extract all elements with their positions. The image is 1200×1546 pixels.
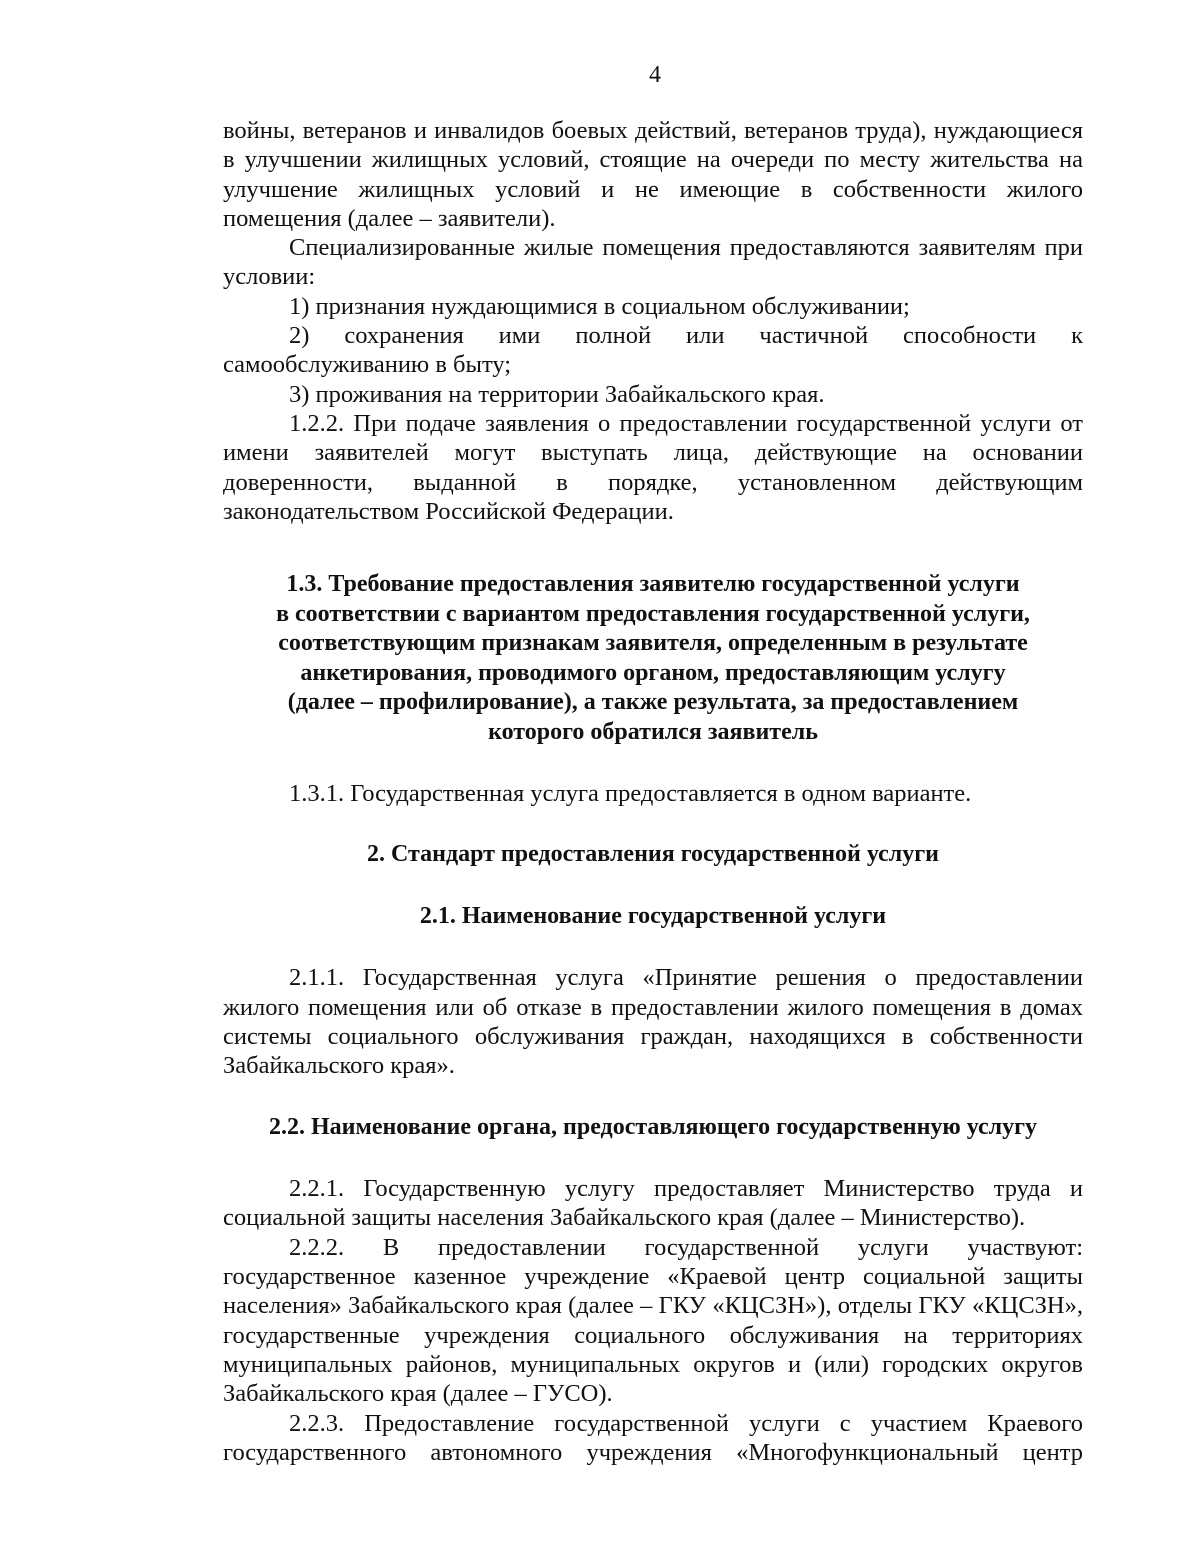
heading-line: (далее – профилирование), а также результата, за предоставлением [287,689,1019,716]
paragraph-condition-1: 1) признания нуждающимися в социальном обслуживании; [289,292,910,320]
heading-1-3 [223,570,1083,747]
paragraph-conditions-intro: Специализированные жилые помещения предоставляются заявителям при условии: [223,234,1083,291]
heading-2-2: 2.2. Наименование органа, предоставляющего государственную услугу [268,1113,1038,1140]
heading-line: 1.3. Требование предоставления заявителю государственной услуги [286,571,1020,598]
heading-line: которого обратился заявитель [488,718,818,745]
paragraph-2-1-1: 2.1.1. Государственная услуга «Принятие решения о предоставлении жилого помещения или об отказе в предоставлении жилого помещения в домах системы социального обслуживания граждан, находящихся в собственности Забайкальского края». [223,964,1083,1080]
heading-line: соответствующим признакам заявителя, определенным в результате [278,630,1028,657]
word: 2) [289,322,310,350]
heading-line: анкетирования, проводимого органом, предоставляющим услугу [300,659,1006,686]
word: или [686,322,725,350]
paragraph-condition-2-line2: самообслуживанию в быту; [223,351,512,379]
document-body [223,116,1083,1467]
page-number: 4 [649,62,661,88]
paragraph-applicants: войны, ветеранов и инвалидов боевых действий, ветеранов труда), нуждающиеся в улучшении жилищных условий, стоящие на очереди по месту жительства на улучшение жилищных условий и не имеющие в собственности жилого помещения (далее – заявители). [223,117,1083,232]
word: способности [903,322,1037,350]
word: к [1071,322,1083,350]
paragraph-2-2-2: 2.2.2. В предоставлении государственной услуги участвуют: государственное казенное учреждение «Краевой центр социальной защиты населения» Забайкальского края (далее – ГКУ «КЦСЗН»), отделы ГКУ «КЦСЗН», государственные учреждения социального обслуживания на территориях муниципальных районов, муниципальных округов и (или) городских округов Забайкальского края (далее – ГУСО). [223,1233,1083,1408]
paragraph-2-2-1: 2.2.1. Государственную услугу предоставляет Министерство труда и социальной защиты населения Забайкальского края (далее – Министерство). [223,1175,1083,1232]
heading-line: в соответствии с вариантом предоставления государственной услуги, [276,600,1030,627]
heading-2: 2. Стандарт предоставления государственной услуги [367,841,939,868]
paragraph-1-2-2: 1.2.2. При подаче заявления о предоставлении государственной услуги от имени заявителей могут выступать лица, действующие на основании доверенности, выданной в порядке, установленном действующим законодательством Российской Федерации. [223,409,1083,525]
word: частичной [759,322,869,350]
word: ими [498,322,541,350]
word: полной [575,322,652,350]
heading-2-1: 2.1. Наименование государственной услуги [419,902,887,929]
paragraph-condition-2-line1 [223,321,1083,350]
word: сохранения [344,322,464,350]
paragraph-1-3-1: 1.3.1. Государственная услуга предоставляется в одном варианте. [289,780,972,808]
paragraph-2-2-3: 2.2.3. Предоставление государственной услуги с участием Краевого государственного автономного учреждения «Многофункциональный центр [223,1409,1083,1466]
paragraph-condition-3: 3) проживания на территории Забайкальского края. [289,380,825,408]
